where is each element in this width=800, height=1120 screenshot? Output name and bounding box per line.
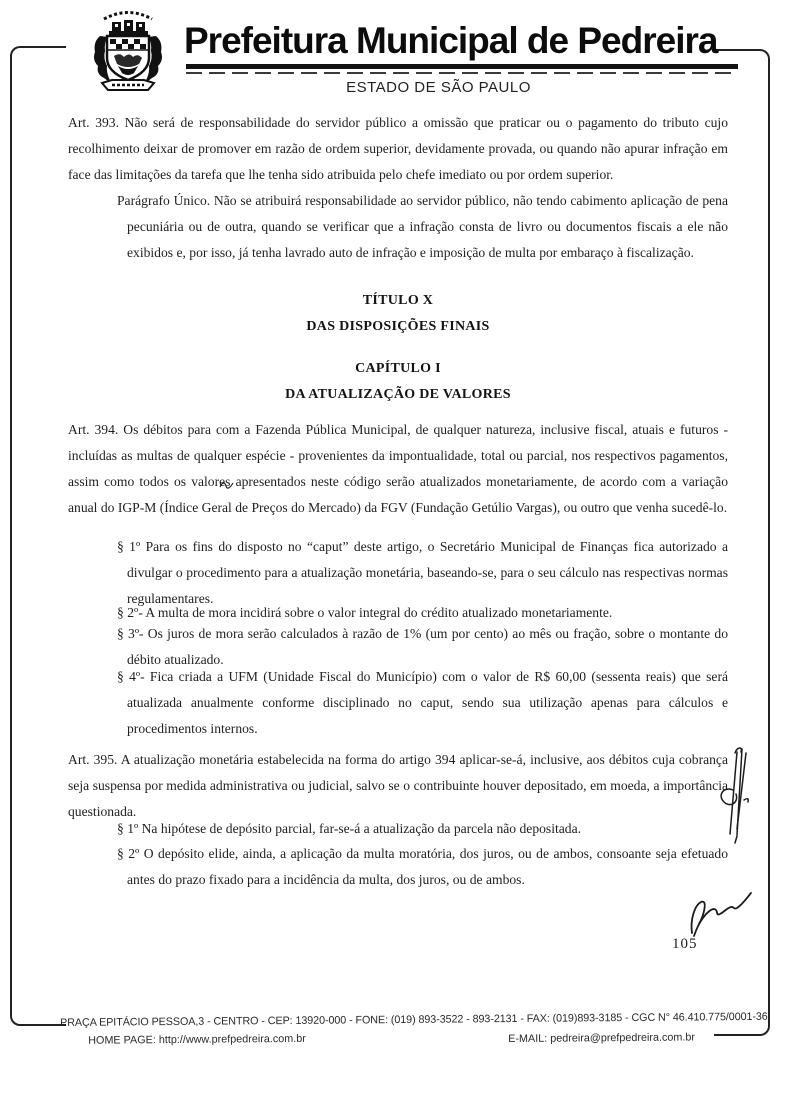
titulo-x-heading bbox=[68, 288, 728, 340]
footer-email: E-MAIL: pedreira@prefpedreira.com.br bbox=[508, 1031, 696, 1046]
article-394-paragraph-1: § 1º Para os fins do disposto no “caput” deste artigo, o Secretário Municipal de Finanças fica autorizado a divulgar o procedimento para a atualização monetária, baseando-se, para o seu cálculo nas respectivas normas regulamentares. bbox=[117, 539, 728, 606]
letterhead-title: Prefeitura Municipal de Pedreira bbox=[184, 20, 718, 61]
capitulo-i-subtitle: DA ATUALIZAÇÃO DE VALORES bbox=[285, 387, 511, 402]
page-border-left bbox=[10, 46, 66, 1026]
page-number: 105 bbox=[672, 936, 698, 952]
article-393-paragrafo-unico: Parágrafo Único. Não se atribuirá responsabilidade ao servidor público, não tendo cabimento aplicação de pena pecuniária ou de outra, quando se verificar que a infração consta de livro ou documentos fiscais a ele não exibidos e, por isso, já tenha lavrado auto de infração e imposição de multa por embaraço à fiscalização. bbox=[117, 193, 728, 260]
capitulo-i-title: CAPÍTULO I bbox=[355, 361, 441, 376]
capitulo-i-heading bbox=[68, 356, 728, 408]
article-394-paragraph-2: § 2º- A multa de mora incidirá sobre o valor integral do crédito atualizado monetariamente. bbox=[117, 605, 613, 620]
article-393-text: Art. 393. Não será de responsabilidade do servidor público a omissão que praticar ou o pagamento do tributo cujo recolhimento deixar de promover em razão de ordem superior, devidamente provada, ou quando não apurar infração em face das limitações da tarefa que lhe tenha sido atribuida pelo chefe imediato ou por ordem superior. bbox=[68, 115, 728, 182]
article-395-text: Art. 395. A atualização monetária estabelecida na forma do artigo 394 aplicar-se-á, inclusive, aos débitos cuja cobrança seja suspensa por medida administrativa ou judicial, salvo se o contribuinte houver depositado, em moeda, a importância questionada. bbox=[68, 752, 728, 819]
article-394-text: Art. 394. Os débitos para com a Fazenda Pública Municipal, de qualquer natureza, inclusive fiscal, atuais e futuros - incluídas as multas de qualquer espécie - provenientes da impontualidade, total ou parcial, nos respectivos pagamentos, assim como todos os valores apresentados neste código serão atualizados monetariamente, de acordo com a variação anual do IGP-M (Índice Geral de Preços do Mercado) da FGV (Fundação Getúlio Vargas), ou outro que venha sucedê-lo. bbox=[68, 422, 728, 515]
footer-address-line: PRAÇA EPITÁCIO PESSOA,3 - CENTRO - CEP: 13920-000 - FONE: (019) 893-3522 - 893-2131 - FAX: (019)893-3185 - CGC N° 46.410.775/0001-36 bbox=[60, 1010, 768, 1029]
article-394-paragraph-4: § 4º- Fica criada a UFM (Unidade Fiscal do Município) com o valor de R$ 60,00 (sessenta reais) que será atualizada anualmente conforme disciplinado no caput, sendo sua utilização apenas para cálculos e procedimentos internos. bbox=[117, 669, 728, 736]
coat-of-arms-icon bbox=[88, 6, 168, 101]
article-394-paragraph-3: § 3º- Os juros de mora serão calculados à razão de 1% (um por cento) ao mês ou fração, sobre o montante do débito atualizado. bbox=[117, 626, 728, 667]
titulo-x-subtitle: DAS DISPOSIÇÕES FINAIS bbox=[306, 319, 490, 334]
article-395-paragraph-2: § 2º O depósito elide, ainda, a aplicação da multa moratória, dos juros, ou de ambos, consoante seja efetuado antes do prazo fixado para a incidência da multa, dos juros, ou de ambos. bbox=[117, 846, 728, 887]
footer-home-page: HOME PAGE: http://www.prefpedreira.com.br bbox=[88, 1032, 306, 1047]
title-underline-thick bbox=[186, 64, 738, 69]
titulo-x-title: TÍTULO X bbox=[362, 293, 434, 308]
article-395-paragraph-1: § 1º Na hipótese de depósito parcial, far-se-á a atualização da parcela não depositada. bbox=[117, 821, 582, 836]
title-underline-thin bbox=[186, 72, 738, 74]
footer bbox=[0, 1010, 800, 1047]
letterhead-subtitle: ESTADO DE SÃO PAULO bbox=[346, 79, 531, 96]
